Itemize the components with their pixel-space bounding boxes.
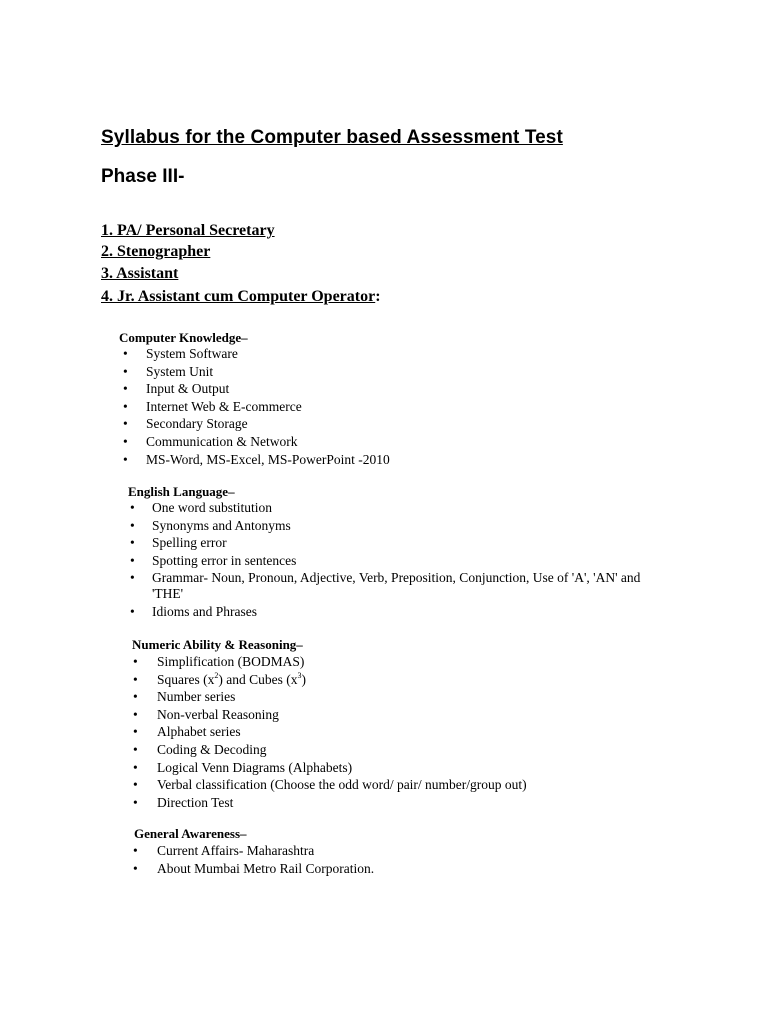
list-item: • One word substitution	[130, 500, 272, 515]
bullet-icon: •	[130, 500, 135, 515]
list-item: • Input & Output	[123, 381, 230, 397]
bullet-icon: •	[123, 451, 128, 467]
bullet-icon: •	[133, 654, 138, 669]
list-item: • Alphabet series	[133, 724, 241, 740]
list-item: • Simplification (BODMAS)	[133, 654, 305, 669]
list-item: • Non-verbal Reasoning	[133, 706, 279, 722]
bullet-icon: •	[123, 381, 128, 397]
list-item: • Direction Test	[133, 794, 234, 810]
role-item: 4. Jr. Assistant cum Computer Operator:	[101, 288, 381, 305]
list-item: • Internet Web & E-commerce	[123, 398, 302, 414]
bullet-icon: •	[123, 346, 128, 361]
section-heading-numeric-ability: Numeric Ability & Reasoning–	[132, 637, 303, 652]
role-item: 2. Stenographer	[101, 243, 211, 260]
list-item: • Squares $(x^2)$ and Cubes $(x^3)$	[133, 670, 306, 687]
english-language-list	[130, 499, 690, 621]
list-item: • MS-Word, MS-Excel, MS-PowerPoint -2010	[123, 451, 390, 467]
role-item: 1. PA/ Personal Secretary	[101, 222, 275, 239]
bullet-icon: •	[133, 794, 138, 810]
bullet-icon: •	[133, 843, 138, 858]
bullet-icon: •	[133, 689, 138, 705]
phase-heading: Phase III-	[101, 166, 185, 187]
bullet-icon: •	[130, 535, 135, 551]
bullet-icon: •	[133, 759, 138, 775]
numeric-ability-list	[133, 653, 693, 811]
list-item: • Verbal classification (Choose the odd word/ pair/ number/group out)	[133, 777, 527, 793]
list-item: • Secondary Storage	[123, 416, 248, 432]
bullet-icon: •	[133, 860, 138, 876]
bullet-icon: •	[123, 398, 128, 414]
list-item: • System Unit	[123, 363, 214, 379]
list-item: • Idioms and Phrases	[130, 604, 257, 620]
list-item: • System Software	[123, 346, 238, 361]
computer-knowledge-list	[123, 345, 683, 468]
bullet-icon: •	[130, 604, 135, 620]
bullet-icon: •	[123, 416, 128, 432]
list-item: • Number series	[133, 689, 236, 705]
bullet-icon: •	[133, 777, 138, 793]
bullet-icon: •	[133, 706, 138, 722]
list-item: • Synonyms and Antonyms	[130, 517, 291, 533]
bullet-icon: •	[123, 433, 128, 449]
list-item: • Coding & Decoding	[133, 741, 267, 757]
section-heading-general-awareness: General Awareness–	[134, 826, 247, 841]
role-item: 3. Assistant	[101, 265, 179, 282]
bullet-icon: •	[130, 517, 135, 533]
bullet-icon: •	[133, 724, 138, 740]
list-item: • Current Affairs- Maharashtra	[133, 843, 315, 858]
list-item: • Spotting error in sentences	[130, 552, 297, 568]
list-item: • Spelling error	[130, 535, 227, 551]
list-item: • Communication & Network	[123, 433, 298, 449]
list-item: • Grammar- Noun, Pronoun, Adjective, Verb, Preposition, Conjunction, Use of 'A', 'AN' and 'THE'	[130, 570, 641, 602]
bullet-icon: •	[130, 552, 135, 568]
list-item: • Logical Venn Diagrams (Alphabets)	[133, 759, 353, 775]
bullet-icon: •	[133, 671, 138, 687]
list-item: • About Mumbai Metro Rail Corporation.	[133, 860, 375, 876]
bullet-icon: •	[133, 741, 138, 757]
bullet-icon: •	[123, 363, 128, 379]
general-awareness-list	[133, 842, 693, 877]
section-heading-computer-knowledge: Computer Knowledge–	[119, 330, 248, 345]
bullet-icon: •	[130, 570, 135, 586]
section-heading-english-language: English Language–	[128, 484, 235, 499]
document-title: Syllabus for the Computer based Assessment Test	[101, 127, 563, 148]
